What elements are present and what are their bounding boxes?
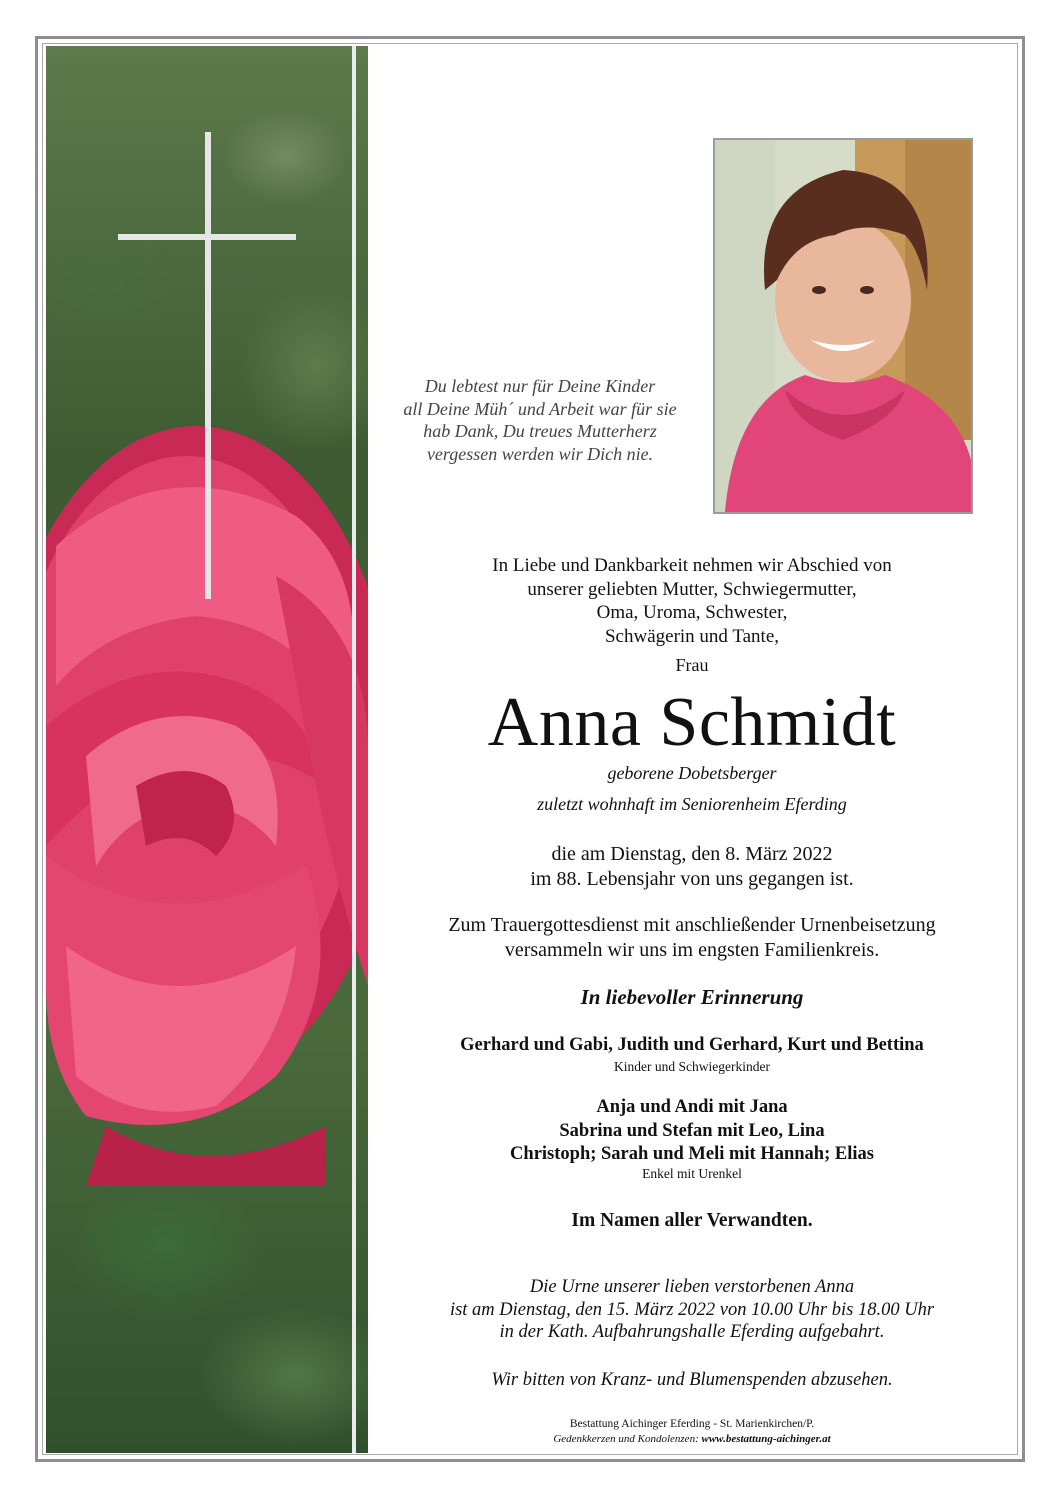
service-line: versammeln wir uns im engsten Familienkreis. [504,939,880,961]
poem-line: vergessen werden wir Dich nie. [426,443,654,464]
children-names: Gerhard und Gabi, Judith und Gerhard, Kurt und Bettina [460,1035,924,1055]
relatives-note: Im Namen aller Verwandten. [571,1210,813,1231]
urn-line: in der Kath. Aufbahrungshalle Eferding aufgebahrt. [499,1322,885,1343]
urn-line: ist am Dienstag, den 15. März 2022 von 10.00 Uhr bis 18.00 Uhr [449,1299,935,1320]
funeral-home-name: Bestattung Aichinger Eferding - St. Marienkirchen/P. [569,1418,815,1430]
children-label: Kinder und Schwiegerkinder [614,1059,770,1074]
death-notice [378,842,1006,892]
urn-line: Die Urne unserer lieben verstorbenen Anna [529,1277,855,1297]
poem-line: all Deine Müh´ und Arbeit war für sie [403,398,677,419]
panel-separator-line [352,46,356,1453]
grandchildren-label: Enkel mit Urenkel [642,1166,742,1181]
deceased-name: Anna Schmidt [487,684,897,761]
urn-viewing-notice [378,1276,1006,1344]
rose-panel [46,46,368,1453]
poem-line: hab Dank, Du treues Mutterherz [423,421,657,442]
service-line: Zum Trauergottesdienst mit anschließender Urnenbeisetzung [448,914,936,936]
cross-horizontal-bar [118,234,296,240]
death-line: im 88. Lebensjahr von uns gegangen ist. [530,868,854,890]
grandchildren-line: Anja und Andi mit Jana [596,1097,788,1117]
cross-vertical-bar [205,132,211,599]
death-line: die am Dienstag, den 8. März 2022 [551,843,833,865]
intro-line: unserer geliebten Mutter, Schwiegermutter, [527,578,857,600]
maiden-name: geborene Dobetsberger [607,763,777,783]
memory-heading: In liebevoller Erinnerung [580,985,804,1009]
flowers-note: Wir bitten von Kranz- und Blumenspenden abzusehen. [491,1370,893,1390]
memorial-poem [375,375,705,465]
condolence-footer [378,1433,1006,1445]
portrait-photo [713,138,973,514]
service-notice [378,913,1006,963]
grandchildren-names [378,1096,1006,1167]
intro-line: Oma, Uroma, Schwester, [596,602,788,623]
last-residence: zuletzt wohnhaft im Seniorenheim Eferding [537,794,847,814]
farewell-introduction [378,554,1006,648]
salutation: Frau [675,655,709,675]
condolence-prefix: Gedenkkerzen und Kondolenzen: [553,1433,702,1445]
grandchildren-line: Christoph; Sarah und Meli mit Hannah; Elias [510,1144,874,1165]
poem-line: Du lebtest nur für Deine Kinder [424,376,656,396]
website-link[interactable]: www.bestattung-aichinger.at [701,1433,831,1445]
grandchildren-line: Sabrina und Stefan mit Leo, Lina [559,1120,825,1141]
intro-line: Schwägerin und Tante, [604,625,780,647]
intro-line: In Liebe und Dankbarkeit nehmen wir Abschied von [492,555,892,576]
